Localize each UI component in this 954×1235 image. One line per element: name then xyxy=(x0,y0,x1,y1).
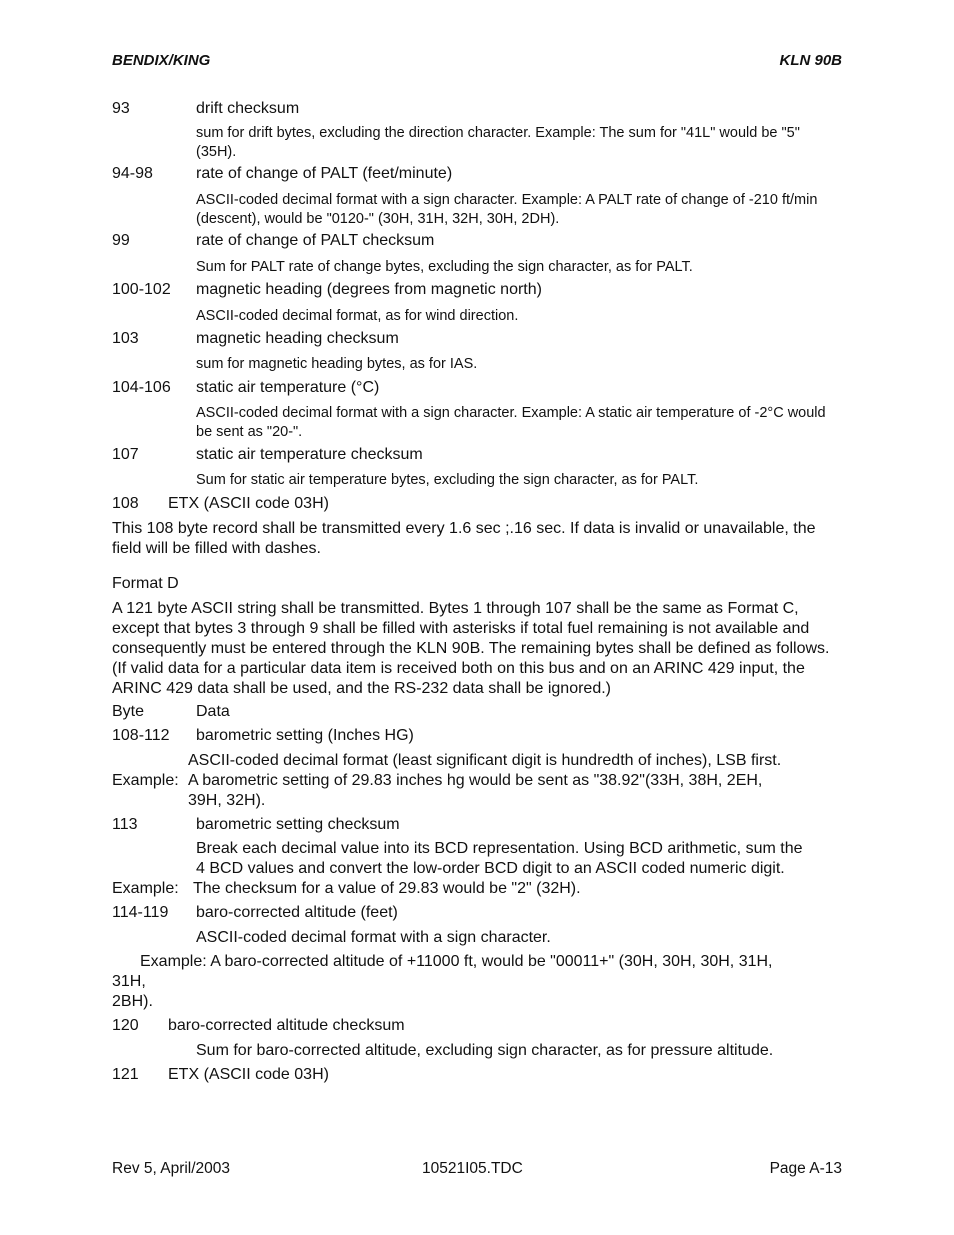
entry-title: ETX (ASCII code 03H) xyxy=(168,495,329,512)
section-title: Format D xyxy=(112,575,179,592)
example-label: Example: xyxy=(112,880,179,897)
footer-document-id: 10521I05.TDC xyxy=(422,1160,523,1177)
entry-description: Sum for PALT rate of change bytes, excluding the sign character, as for PALT. xyxy=(196,259,693,275)
entry-description-line: 31H, xyxy=(112,973,146,990)
transmit-paragraph: This 108 byte record shall be transmitted every 1.6 sec ;.16 sec. If data is invalid or unavailable, the field will be filled with dashes. xyxy=(112,520,816,557)
entry-description: sum for drift bytes, excluding the direction character. Example: The sum for "41L" would be "5" (35H). xyxy=(196,125,800,160)
entry-description: Sum for static air temperature bytes, excluding the sign character, as for PALT. xyxy=(196,472,699,488)
entry-title: barometric setting (Inches HG) xyxy=(196,727,414,744)
entry-bytes: 104-106 xyxy=(112,379,171,396)
column-byte: Byte xyxy=(112,703,145,720)
entry-description: sum for magnetic heading bytes, as for IAS. xyxy=(196,356,478,372)
header-right: KLN 90B xyxy=(779,52,842,69)
entry-title: static air temperature checksum xyxy=(196,446,423,463)
entry-bytes: 114-119 xyxy=(112,904,169,921)
entry-title: baro-corrected altitude checksum xyxy=(168,1017,405,1034)
entry-bytes: 108-112 xyxy=(112,727,170,744)
entry-description-line: 39H, 32H). xyxy=(188,792,266,809)
entry-title: magnetic heading (degrees from magnetic north) xyxy=(196,281,542,298)
entry-description-line: 4 BCD values and convert the low-order BCD digit to an ASCII coded numeric digit. xyxy=(196,860,785,877)
entry-description-line: 2BH). xyxy=(112,993,153,1010)
entry-bytes: 107 xyxy=(112,446,139,463)
entry-title: static air temperature (°C) xyxy=(196,379,380,396)
entry-title: rate of change of PALT checksum xyxy=(196,232,435,249)
entry-description-line: A barometric setting of 29.83 inches hg would be sent as "38.92"(33H, 38H, 2EH, xyxy=(188,772,763,789)
entry-description-line: ASCII-coded decimal format with a sign character. xyxy=(196,929,551,946)
footer-page-number: Page A-13 xyxy=(769,1160,842,1177)
entry-bytes: 93 xyxy=(112,100,130,117)
entry-description: ASCII-coded decimal format, as for wind direction. xyxy=(196,308,519,324)
entry-description-line: Example: A baro-corrected altitude of +11000 ft, would be "00011+" (30H, 30H, 30H, 31H, xyxy=(140,953,773,970)
header-left: BENDIX/KING xyxy=(112,52,211,69)
entry-bytes: 100-102 xyxy=(112,281,171,298)
entry-description-line: ASCII-coded decimal format (least significant digit is hundredth of inches), LSB first. xyxy=(188,752,782,769)
entry-title: magnetic heading checksum xyxy=(196,330,399,347)
entry-description-line: The checksum for a value of 29.83 would be "2" (32H). xyxy=(193,880,581,897)
entry-description: ASCII-coded decimal format with a sign character. Example: A static air temperature of -2°C would be sent as "20-". xyxy=(196,405,826,440)
example-label: Example: xyxy=(112,772,179,789)
entry-bytes: 94-98 xyxy=(112,165,153,182)
entry-bytes: 103 xyxy=(112,330,139,347)
footer-revision: Rev 5, April/2003 xyxy=(112,1160,231,1177)
entry-bytes: 121 xyxy=(112,1066,139,1083)
entry-description: ASCII-coded decimal format with a sign character. Example: A PALT rate of change of -210 ft/min (descent), would be "0120-" (30H, 31H, 32H, 30H, 2DH). xyxy=(196,192,818,227)
entry-bytes: 120 xyxy=(112,1017,139,1034)
entry-title: drift checksum xyxy=(196,100,300,117)
entry-description-line: Break each decimal value into its BCD representation. Using BCD arithmetic, sum the xyxy=(196,840,803,857)
column-data: Data xyxy=(196,703,230,720)
entry-title: barometric setting checksum xyxy=(196,816,400,833)
entry-description-line: Sum for baro-corrected altitude, excluding sign character, as for pressure altitude. xyxy=(196,1042,774,1059)
entry-bytes: 108 xyxy=(112,495,139,512)
entry-title: baro-corrected altitude (feet) xyxy=(196,904,398,921)
format-d-paragraph: A 121 byte ASCII string shall be transmitted. Bytes 1 through 107 shall be the same as Format C, except that bytes 3 through 9 shall be filled with asterisks if total fuel remaining is not available and consequently must be entered through the KLN 90B. The remaining bytes shall be defined as follows. (If valid data for a particular data item is received both on this bus and on an ARINC 429 input, the ARINC 429 data shall be used, and the RS-232 data shall be ignored.) xyxy=(112,600,830,697)
entry-title: rate of change of PALT (feet/minute) xyxy=(196,165,453,182)
entry-title: ETX (ASCII code 03H) xyxy=(168,1066,329,1083)
entry-bytes: 113 xyxy=(112,816,138,833)
entry-bytes: 99 xyxy=(112,232,130,249)
